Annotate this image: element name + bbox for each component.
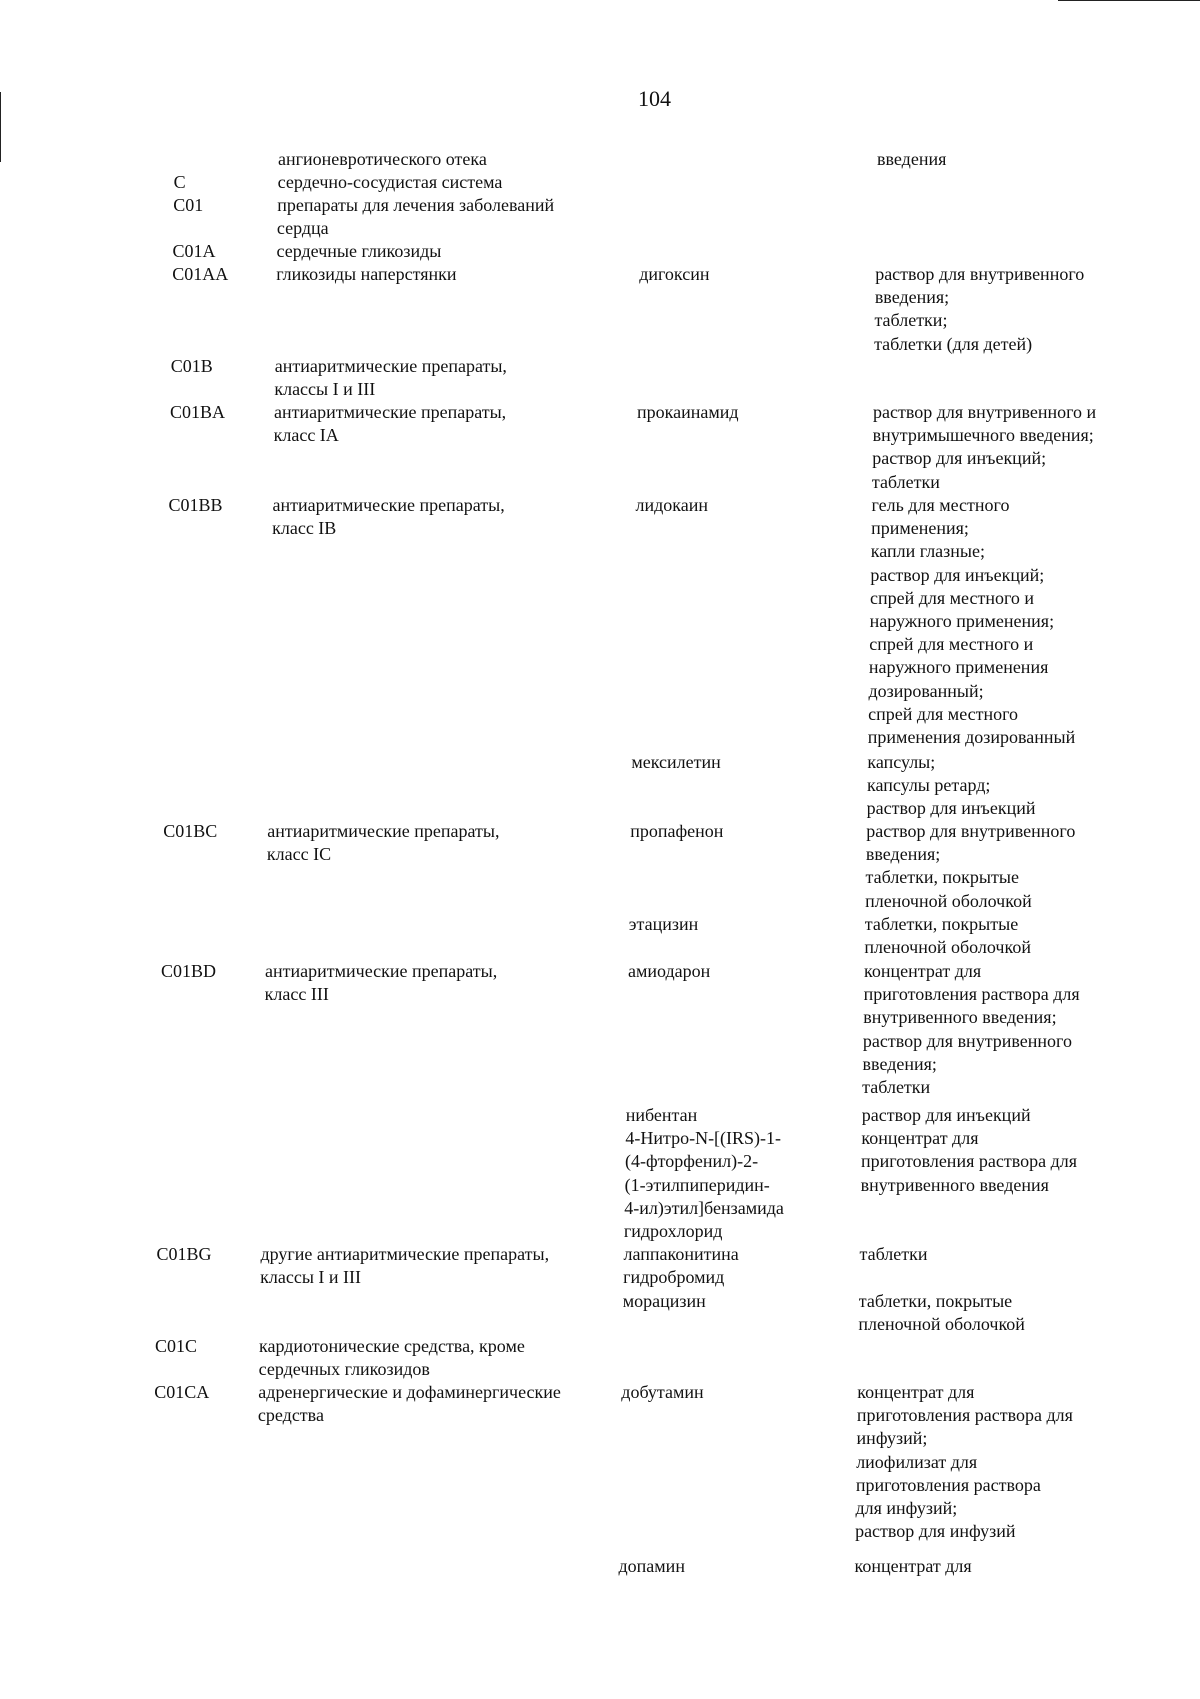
dosage-form-line: спрей для местного и [870,587,1035,608]
atc-code-line: C [173,172,186,192]
atc-code-line: C01BG [156,1244,212,1264]
dosage-form-line: раствор для инъекций [866,798,1036,819]
dosage-form-line: приготовления раствора для [860,1151,1077,1172]
dosage-form-line: таблетки, покрытые [864,914,1019,934]
group-name-line: антиаритмические препараты, [272,495,505,515]
page-number: 104 [638,86,671,111]
atc-code-line: C01B [170,356,213,376]
drug-name-line: этацизин [628,914,699,934]
group-name-line: адренергические и дофаминергические [258,1382,561,1402]
atc-code-line: C01C [155,1336,198,1356]
atc-code-line: C01BB [168,495,223,515]
group-name-line: антиаритмические препараты, [267,821,500,841]
drug-name-line: амиодарон [628,961,711,981]
dosage-form-line: раствор для инъекций [861,1105,1031,1125]
dosage-form-line: приготовления раствора для [863,984,1080,1005]
dosage-form-line: введения; [874,287,950,308]
drug-name-line: допамин [618,1556,685,1576]
drug-name-line: (1-этилпиперидин- [624,1174,770,1195]
group-name-line: антиаритмические препараты, [274,356,507,376]
dosage-form-line: капсулы; [867,752,936,772]
dosage-form-line: введения; [862,1053,937,1074]
dosage-form-line: внутримышечного введения; [872,425,1094,446]
drug-name-line: добутамин [621,1382,704,1402]
scan-edge-mark [1058,0,1200,1]
group-name-line: классы I и III [260,1267,362,1288]
dosage-form-line: концентрат для [861,1128,979,1149]
dosage-form-line: таблетки (для детей) [874,333,1033,354]
dosage-form-line: дозированный; [868,680,984,701]
group-name-line: класс III [264,984,329,1005]
dosage-form-line: таблетки, покрытые [858,1291,1013,1311]
group-name-line: ангионевротического отека [278,149,487,169]
drug-name-line: (4-фторфенил)-2- [624,1151,759,1172]
dosage-form-line: для инфузий; [855,1498,958,1518]
dosage-form-line: концентрат для [857,1382,975,1402]
dosage-form-line: инфузий; [856,1428,928,1449]
drug-name-line: морацизин [622,1291,706,1311]
dosage-form-line: внутривенного введения [860,1174,1049,1195]
dosage-form-line: капли глазные; [870,541,985,562]
dosage-form-line: пленочной оболочкой [865,890,1032,911]
dosage-form-line: капсулы ретард; [867,775,991,796]
group-name-line: другие антиаритмические препараты, [260,1244,550,1264]
drug-name-line: прокаинамид [636,402,739,422]
group-name-line: препараты для лечения заболеваний [277,195,555,215]
group-name-line: средства [257,1405,324,1426]
group-name-line: кардиотонические средства, кроме [259,1336,525,1356]
dosage-form-line: пленочной оболочкой [864,937,1031,958]
drug-name-line: 4-Нитро-N-[(IRS)-1- [625,1128,782,1149]
dosage-form-line: приготовления раствора для [856,1405,1073,1426]
group-name-line: класс IC [266,844,332,865]
group-name-line: сердечно-сосудистая система [277,172,503,192]
atc-code-line: C01 [173,195,204,215]
group-name-line: классы I и III [274,379,376,400]
dosage-form-line: раствор для внутривенного и [872,402,1097,422]
dosage-form-line: раствор для внутривенного [875,264,1085,284]
dosage-form-line: таблетки; [874,310,948,331]
dosage-form-line: раствор для внутривенного [862,1030,1072,1051]
dosage-form-line: введения [877,149,947,169]
drug-name-line: мексилетин [631,752,721,772]
dosage-form-line: наружного применения [868,657,1049,678]
group-name-line: антиаритмические препараты, [265,961,498,981]
scan-edge-mark [0,92,1,162]
atc-code-line: C01BA [169,402,225,422]
atc-code-line: C01BD [161,961,217,981]
drug-name-line: лаппаконитина [623,1244,739,1264]
dosage-form-line: раствор для внутривенного [866,821,1076,841]
drug-name-line: гидробромид [623,1267,725,1288]
dosage-form-line: приготовления раствора [855,1474,1041,1495]
dosage-form-line: внутривенного введения; [863,1007,1057,1028]
atc-code-line: C01CA [154,1382,210,1402]
group-name-line: сердечные гликозиды [276,241,442,261]
drug-name-line: пропафенон [630,821,724,841]
dosage-form-line: таблетки [862,1077,931,1097]
dosage-form-line: раствор для инфузий [855,1521,1016,1542]
group-name-line: класс IB [272,518,337,539]
dosage-form-line: применения дозированный [867,727,1076,747]
dosage-form-line: концентрат для [854,1556,972,1576]
atc-code-line: C01A [172,241,216,261]
dosage-form-line: наружного применения; [869,611,1055,631]
dosage-form-line: спрей для местного [868,703,1019,724]
group-name-line: сердечных гликозидов [258,1359,430,1380]
atc-code-line: C01AA [172,264,229,284]
dosage-form-line: таблетки, покрытые [865,867,1019,888]
dosage-form-line: пленочной оболочкой [858,1314,1025,1335]
dosage-form-line: раствор для инъекций; [870,564,1045,585]
drug-name-line: лидокаин [635,495,708,515]
dosage-form-line: гель для местного [871,495,1010,515]
drug-name-line: гидрохлорид [623,1221,723,1241]
dosage-form-line: таблетки [871,471,940,492]
drug-name-line: дигоксин [639,264,710,284]
dosage-form-line: введения; [865,844,941,865]
dosage-form-line: лиофилизат для [856,1451,978,1472]
dosage-form-line: раствор для инъекций; [872,448,1047,469]
drug-name-line: нибентан [625,1105,698,1125]
dosage-form-line: таблетки [859,1244,928,1264]
group-name-line: класс IA [273,425,339,446]
dosage-form-line: спрей для местного и [869,634,1034,655]
group-name-line: антиаритмические препараты, [273,402,507,422]
atc-code-line: C01BC [163,821,218,841]
group-name-line: гликозиды наперстянки [276,264,457,284]
drug-name-line: 4-ил)этил]бензамида [624,1197,784,1218]
dosage-form-line: концентрат для [864,961,982,981]
group-name-line: сердца [276,218,329,239]
dosage-form-line: применения; [871,518,969,539]
